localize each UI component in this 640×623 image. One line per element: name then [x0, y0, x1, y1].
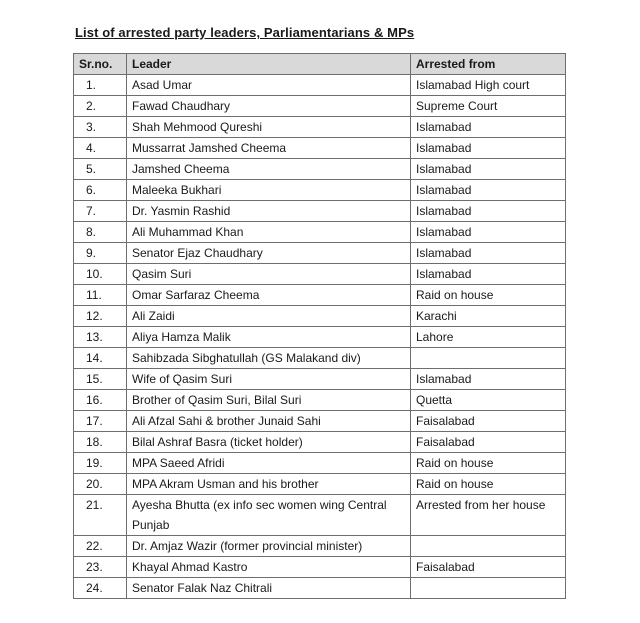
cell-sr-no: 13. — [74, 327, 127, 348]
cell-leader: Bilal Ashraf Basra (ticket holder) — [127, 432, 411, 453]
cell-leader: Jamshed Cheema — [127, 159, 411, 180]
table-row — [74, 327, 566, 348]
arrested-leaders-table — [73, 53, 566, 599]
cell-arrested-from: Faisalabad — [411, 557, 566, 578]
cell-sr-no: 11. — [74, 285, 127, 306]
header-sr-no: Sr.no. — [74, 54, 127, 75]
cell-sr-no: 9. — [74, 243, 127, 264]
cell-sr-no: 22. — [74, 536, 127, 557]
cell-sr-no: 5. — [74, 159, 127, 180]
cell-leader: Ali Afzal Sahi & brother Junaid Sahi — [127, 411, 411, 432]
cell-leader: Qasim Suri — [127, 264, 411, 285]
cell-leader: Mussarrat Jamshed Cheema — [127, 138, 411, 159]
table-row — [74, 411, 566, 432]
cell-leader: Khayal Ahmad Kastro — [127, 557, 411, 578]
table-row — [74, 306, 566, 327]
cell-sr-no: 18. — [74, 432, 127, 453]
table-row — [74, 432, 566, 453]
cell-arrested-from — [411, 536, 566, 557]
cell-arrested-from: Islamabad — [411, 264, 566, 285]
cell-arrested-from: Faisalabad — [411, 411, 566, 432]
cell-arrested-from: Islamabad — [411, 117, 566, 138]
cell-leader: Shah Mehmood Qureshi — [127, 117, 411, 138]
cell-arrested-from: Islamabad — [411, 222, 566, 243]
table-row — [74, 474, 566, 495]
header-arrested-from: Arrested from — [411, 54, 566, 75]
cell-leader: Omar Sarfaraz Cheema — [127, 285, 411, 306]
cell-sr-no: 16. — [74, 390, 127, 411]
cell-sr-no: 6. — [74, 180, 127, 201]
table-row — [74, 75, 566, 96]
cell-arrested-from: Karachi — [411, 306, 566, 327]
table-row — [74, 180, 566, 201]
cell-arrested-from: Raid on house — [411, 453, 566, 474]
cell-arrested-from — [411, 348, 566, 369]
cell-sr-no: 10. — [74, 264, 127, 285]
cell-arrested-from: Raid on house — [411, 285, 566, 306]
cell-sr-no: 8. — [74, 222, 127, 243]
cell-sr-no: 19. — [74, 453, 127, 474]
cell-leader: Dr. Yasmin Rashid — [127, 201, 411, 222]
cell-sr-no: 20. — [74, 474, 127, 495]
table-row — [74, 285, 566, 306]
cell-leader: Maleeka Bukhari — [127, 180, 411, 201]
table-row — [74, 243, 566, 264]
cell-arrested-from: Quetta — [411, 390, 566, 411]
cell-arrested-from: Arrested from her house — [411, 495, 566, 536]
cell-arrested-from: Islamabad — [411, 243, 566, 264]
cell-leader: Senator Ejaz Chaudhary — [127, 243, 411, 264]
header-leader: Leader — [127, 54, 411, 75]
cell-arrested-from — [411, 578, 566, 599]
cell-sr-no: 3. — [74, 117, 127, 138]
cell-arrested-from: Islamabad — [411, 138, 566, 159]
table-body — [74, 75, 566, 599]
cell-leader: Dr. Amjaz Wazir (former provincial minister) — [127, 536, 411, 557]
cell-sr-no: 21. — [74, 495, 127, 536]
cell-arrested-from: Supreme Court — [411, 96, 566, 117]
cell-arrested-from: Islamabad — [411, 159, 566, 180]
cell-sr-no: 15. — [74, 369, 127, 390]
table-row — [74, 138, 566, 159]
cell-leader: MPA Saeed Afridi — [127, 453, 411, 474]
cell-leader: Sahibzada Sibghatullah (GS Malakand div) — [127, 348, 411, 369]
cell-sr-no: 14. — [74, 348, 127, 369]
cell-leader: Wife of Qasim Suri — [127, 369, 411, 390]
cell-leader: Brother of Qasim Suri, Bilal Suri — [127, 390, 411, 411]
table-row — [74, 390, 566, 411]
cell-arrested-from: Islamabad — [411, 180, 566, 201]
cell-sr-no: 2. — [74, 96, 127, 117]
table-row — [74, 369, 566, 390]
cell-arrested-from: Raid on house — [411, 474, 566, 495]
table-row — [74, 557, 566, 578]
cell-leader: Asad Umar — [127, 75, 411, 96]
cell-leader: Ali Muhammad Khan — [127, 222, 411, 243]
table-row — [74, 201, 566, 222]
cell-arrested-from: Islamabad High court — [411, 75, 566, 96]
table-row — [74, 264, 566, 285]
cell-sr-no: 12. — [74, 306, 127, 327]
cell-sr-no: 1. — [74, 75, 127, 96]
table-row — [74, 159, 566, 180]
table-row — [74, 222, 566, 243]
table-row — [74, 453, 566, 474]
cell-sr-no: 24. — [74, 578, 127, 599]
cell-arrested-from: Islamabad — [411, 201, 566, 222]
cell-sr-no: 23. — [74, 557, 127, 578]
cell-sr-no: 17. — [74, 411, 127, 432]
cell-leader: Ayesha Bhutta (ex info sec women wing Central Punjab — [127, 495, 411, 536]
cell-leader: Ali Zaidi — [127, 306, 411, 327]
table-row — [74, 96, 566, 117]
table-row — [74, 495, 566, 536]
cell-arrested-from: Lahore — [411, 327, 566, 348]
cell-arrested-from: Faisalabad — [411, 432, 566, 453]
cell-leader: Senator Falak Naz Chitrali — [127, 578, 411, 599]
cell-leader: MPA Akram Usman and his brother — [127, 474, 411, 495]
cell-sr-no: 4. — [74, 138, 127, 159]
cell-leader: Fawad Chaudhary — [127, 96, 411, 117]
cell-sr-no: 7. — [74, 201, 127, 222]
table-row — [74, 348, 566, 369]
cell-leader: Aliya Hamza Malik — [127, 327, 411, 348]
table-row — [74, 536, 566, 557]
table-row — [74, 578, 566, 599]
document-title: List of arrested party leaders, Parliamentarians & MPs — [75, 25, 415, 40]
cell-arrested-from: Islamabad — [411, 369, 566, 390]
table-header-row — [74, 54, 566, 75]
table-row — [74, 117, 566, 138]
